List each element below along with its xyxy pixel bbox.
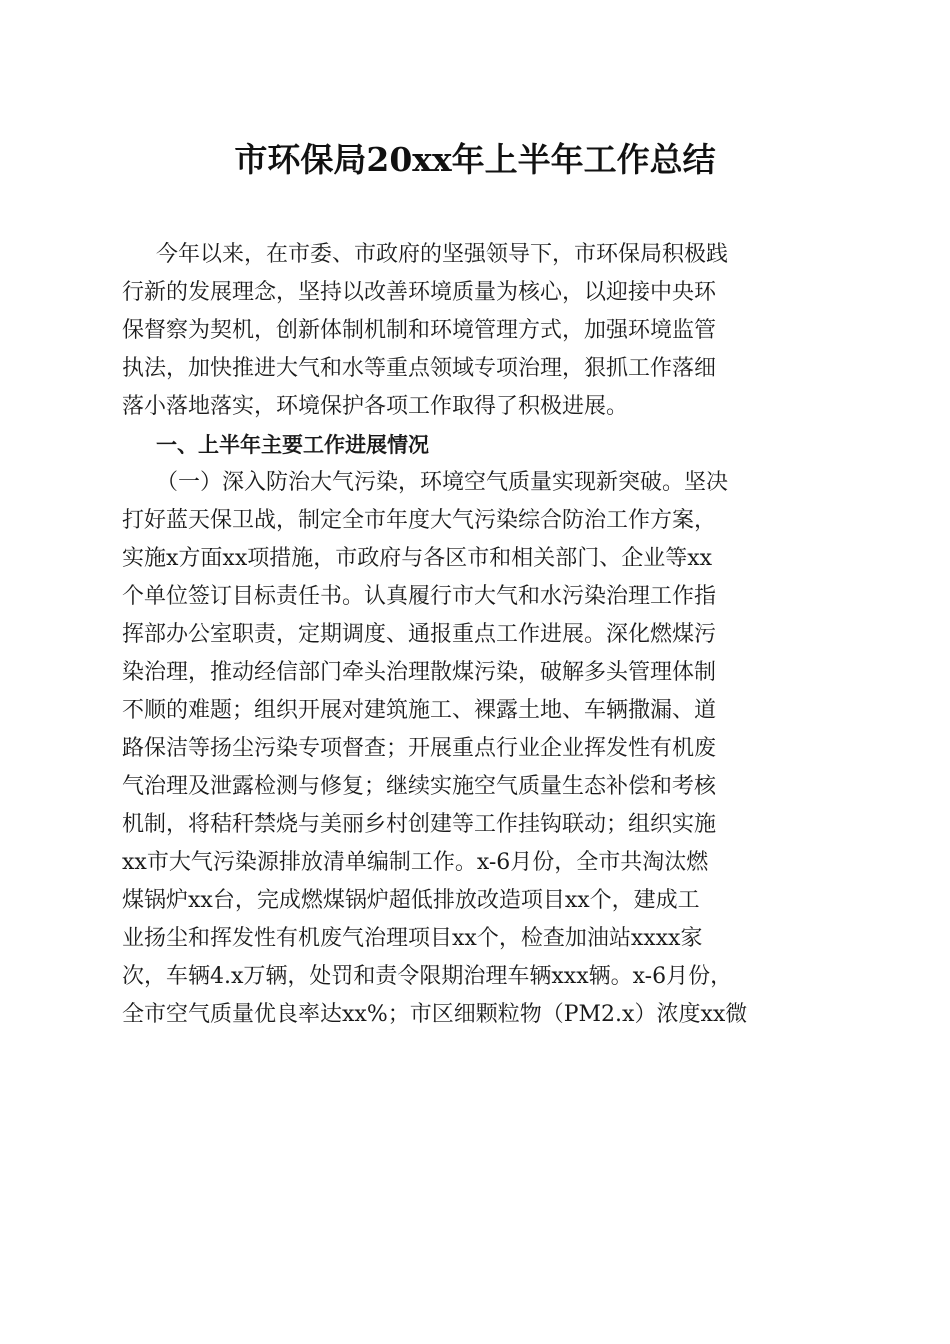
paragraph-line: 全市空气质量优良率达xx%；市区细颗粒物（PM2.x）浓度xx微	[122, 1002, 748, 1027]
document-body	[122, 236, 827, 1034]
paragraph-line: 煤锅炉xx台，完成燃煤锅炉超低排放改造项目xx个，建成工	[122, 888, 700, 913]
paragraph-line: 业扬尘和挥发性有机废气治理项目xx个，检查加油站xxxx家	[122, 926, 703, 951]
paragraph-line: 打好蓝天保卫战，制定全市年度大气污染综合防治工作方案，	[122, 508, 717, 533]
paragraph-line: 今年以来，在市委、市政府的坚强领导下，市环保局积极践	[156, 242, 729, 267]
section-heading: 一、上半年主要工作进展情况	[156, 433, 429, 457]
document-title: 市环保局20xx年上半年工作总结	[234, 140, 716, 179]
paragraph-line: 次，车辆4.x万辆，处罚和责令限期治理车辆xxx辆。x-6月份，	[122, 964, 733, 989]
paragraph-line: 实施x方面xx项措施，市政府与各区市和相关部门、企业等xx	[122, 546, 713, 571]
paragraph-line: xx市大气污染源排放清单编制工作。x-6月份，全市共淘汰燃	[122, 850, 709, 875]
paragraph-line: 执法，加快推进大气和水等重点领域专项治理，狠抓工作落细	[122, 356, 717, 381]
paragraph-line: 个单位签订目标责任书。认真履行市大气和水污染治理工作指	[122, 584, 717, 609]
paragraph-line: 不顺的难题；组织开展对建筑施工、裸露土地、车辆撒漏、道	[122, 698, 717, 723]
paragraph-line: 气治理及泄露检测与修复；继续实施空气质量生态补偿和考核	[122, 774, 717, 799]
paragraph-line: 挥部办公室职责，定期调度、通报重点工作进展。深化燃煤污	[122, 622, 717, 647]
paragraph-line: 路保洁等扬尘污染专项督查；开展重点行业企业挥发性有机废	[122, 736, 717, 761]
paragraph-line: 行新的发展理念，坚持以改善环境质量为核心，以迎接中央环	[122, 280, 717, 305]
paragraph-line: 机制，将秸秆禁烧与美丽乡村创建等工作挂钩联动；组织实施	[122, 812, 717, 837]
paragraph-line: 落小落地落实，环境保护各项工作取得了积极进展。	[122, 394, 629, 419]
paragraph-line: 保督察为契机，创新体制机制和环境管理方式，加强环境监管	[122, 318, 717, 343]
paragraph-line: （一）深入防治大气污染，环境空气质量实现新突破。坚决	[156, 470, 729, 495]
paragraph-line: 染治理，推动经信部门牵头治理散煤污染，破解多头管理体制	[122, 660, 717, 685]
